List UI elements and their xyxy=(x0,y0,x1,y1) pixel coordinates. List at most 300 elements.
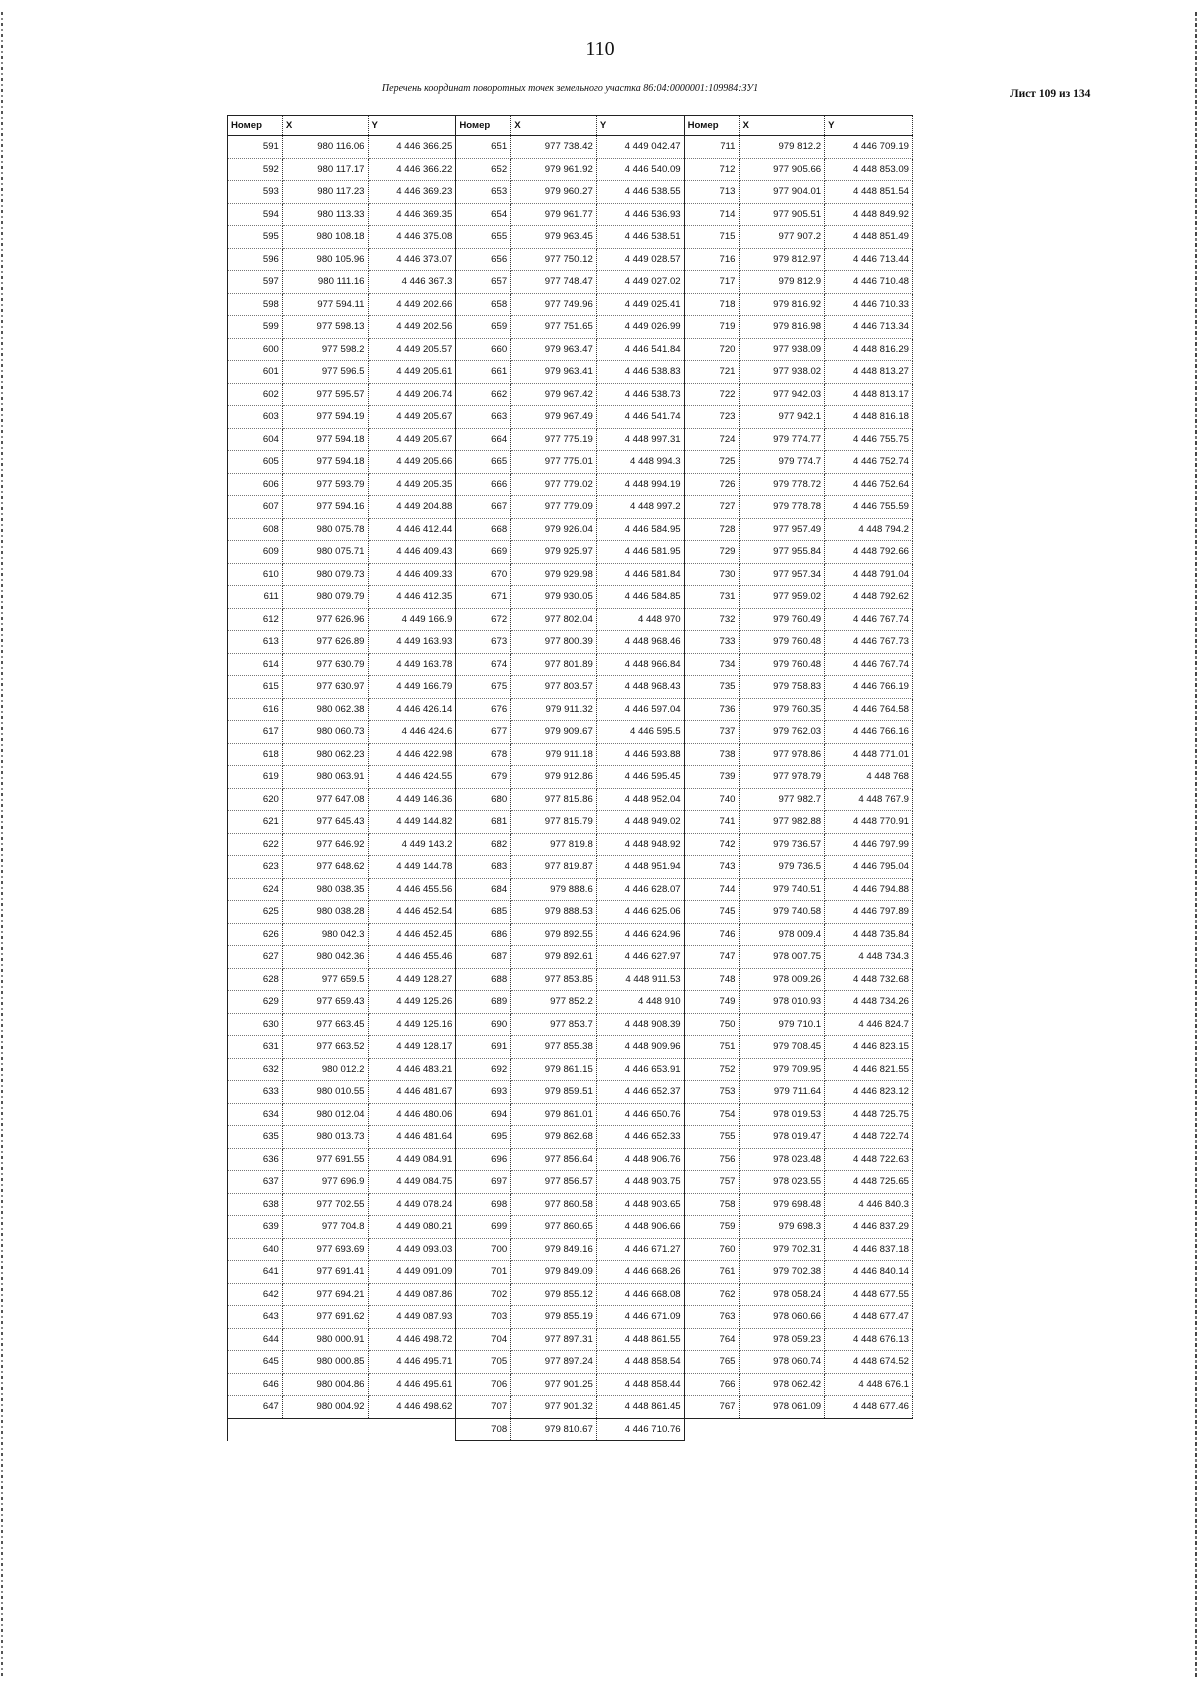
column-header: Y xyxy=(596,116,684,136)
table-cell: 977 779.09 xyxy=(511,496,597,519)
table-cell: 736 xyxy=(684,698,739,721)
table-cell: 977 938.09 xyxy=(739,338,825,361)
table-row xyxy=(228,631,913,654)
table-cell: 4 448 968.43 xyxy=(596,676,684,699)
table-cell: 4 446 452.45 xyxy=(368,923,456,946)
table-cell: 734 xyxy=(684,653,739,676)
table-cell: 596 xyxy=(228,248,283,271)
table-cell: 739 xyxy=(684,766,739,789)
table-cell: 978 058.24 xyxy=(739,1283,825,1306)
table-cell: 979 892.61 xyxy=(511,946,597,969)
table-cell: 977 648.62 xyxy=(282,856,368,879)
table-row xyxy=(228,383,913,406)
table-cell: 977 738.42 xyxy=(511,136,597,159)
table-cell: 675 xyxy=(456,676,511,699)
table-cell: 977 957.49 xyxy=(739,518,825,541)
table-cell: 977 691.41 xyxy=(282,1261,368,1284)
table-cell: 4 449 080.21 xyxy=(368,1216,456,1239)
table-cell: 613 xyxy=(228,631,283,654)
table-cell: 619 xyxy=(228,766,283,789)
table-cell: 4 446 755.75 xyxy=(825,428,913,451)
table-cell: 733 xyxy=(684,631,739,654)
table-cell: 979 849.16 xyxy=(511,1238,597,1261)
table-cell: 677 xyxy=(456,721,511,744)
table-cell: 4 448 951.94 xyxy=(596,856,684,879)
table-cell: 979 774.77 xyxy=(739,428,825,451)
table-row xyxy=(228,406,913,429)
table-cell: 4 446 367.3 xyxy=(368,271,456,294)
table-cell: 4 449 205.35 xyxy=(368,473,456,496)
table-cell: 4 446 495.71 xyxy=(368,1351,456,1374)
table-cell: 4 446 671.27 xyxy=(596,1238,684,1261)
table-cell: 4 446 584.95 xyxy=(596,518,684,541)
table-cell: 4 446 713.44 xyxy=(825,248,913,271)
table-cell: 979 961.77 xyxy=(511,203,597,226)
table-cell: 977 595.57 xyxy=(282,383,368,406)
table-cell: 977 598.13 xyxy=(282,316,368,339)
table-cell: 700 xyxy=(456,1238,511,1261)
table-cell: 4 448 674.52 xyxy=(825,1351,913,1374)
column-header: Номер xyxy=(684,116,739,136)
table-cell: 4 449 128.17 xyxy=(368,1036,456,1059)
table-cell: 717 xyxy=(684,271,739,294)
table-cell: 979 961.92 xyxy=(511,158,597,181)
table-cell: 624 xyxy=(228,878,283,901)
table-cell: 977 696.9 xyxy=(282,1171,368,1194)
table-cell: 4 446 412.44 xyxy=(368,518,456,541)
table-cell: 767 xyxy=(684,1396,739,1419)
table-row xyxy=(228,563,913,586)
table-cell: 980 038.28 xyxy=(282,901,368,924)
table-cell: 601 xyxy=(228,361,283,384)
table-cell: 608 xyxy=(228,518,283,541)
table-row xyxy=(228,136,913,159)
table-cell: 4 449 205.67 xyxy=(368,428,456,451)
table-cell: 979 810.67 xyxy=(511,1418,597,1441)
empty-cell xyxy=(739,1418,825,1441)
table-cell: 977 659.5 xyxy=(282,968,368,991)
table-cell: 979 963.47 xyxy=(511,338,597,361)
table-cell: 4 446 369.23 xyxy=(368,181,456,204)
table-cell: 754 xyxy=(684,1103,739,1126)
table-cell: 618 xyxy=(228,743,283,766)
table-cell: 4 446 767.74 xyxy=(825,608,913,631)
table-cell: 4 448 722.63 xyxy=(825,1148,913,1171)
table-cell: 4 446 840.3 xyxy=(825,1193,913,1216)
table-cell: 4 448 853.09 xyxy=(825,158,913,181)
table-cell: 764 xyxy=(684,1328,739,1351)
table-cell: 597 xyxy=(228,271,283,294)
table-cell: 977 594.18 xyxy=(282,428,368,451)
table-cell: 756 xyxy=(684,1148,739,1171)
table-cell: 979 702.31 xyxy=(739,1238,825,1261)
table-cell: 978 060.74 xyxy=(739,1351,825,1374)
table-cell: 4 446 452.54 xyxy=(368,901,456,924)
table-cell: 690 xyxy=(456,1013,511,1036)
table-cell: 979 888.6 xyxy=(511,878,597,901)
table-cell: 4 449 026.99 xyxy=(596,316,684,339)
table-cell: 604 xyxy=(228,428,283,451)
table-cell: 4 449 084.75 xyxy=(368,1171,456,1194)
table-cell: 4 446 426.14 xyxy=(368,698,456,721)
table-cell: 978 060.66 xyxy=(739,1306,825,1329)
table-cell: 672 xyxy=(456,608,511,631)
table-cell: 4 446 593.88 xyxy=(596,743,684,766)
table-cell: 4 446 752.64 xyxy=(825,473,913,496)
table-cell: 4 446 767.74 xyxy=(825,653,913,676)
table-row xyxy=(228,1396,913,1419)
table-row xyxy=(228,833,913,856)
table-cell: 978 059.23 xyxy=(739,1328,825,1351)
table-cell: 977 815.86 xyxy=(511,788,597,811)
table-cell: 4 448 791.04 xyxy=(825,563,913,586)
table-cell: 627 xyxy=(228,946,283,969)
table-cell: 4 449 025.41 xyxy=(596,293,684,316)
table-cell: 718 xyxy=(684,293,739,316)
table-cell: 599 xyxy=(228,316,283,339)
table-cell: 4 446 652.37 xyxy=(596,1081,684,1104)
table-cell: 663 xyxy=(456,406,511,429)
table-cell: 977 897.24 xyxy=(511,1351,597,1374)
table-cell: 979 816.98 xyxy=(739,316,825,339)
table-cell: 4 449 027.02 xyxy=(596,271,684,294)
column-header: Y xyxy=(368,116,456,136)
table-row xyxy=(228,1373,913,1396)
table-row xyxy=(228,518,913,541)
table-cell: 4 448 968.46 xyxy=(596,631,684,654)
table-row xyxy=(228,1328,913,1351)
table-cell: 4 448 722.74 xyxy=(825,1126,913,1149)
table-cell: 977 901.32 xyxy=(511,1396,597,1419)
table-cell: 979 740.58 xyxy=(739,901,825,924)
table-cell: 977 596.5 xyxy=(282,361,368,384)
table-cell: 4 448 734.3 xyxy=(825,946,913,969)
table-row xyxy=(228,1238,913,1261)
table-cell: 979 855.19 xyxy=(511,1306,597,1329)
table-row xyxy=(228,316,913,339)
table-cell: 980 113.33 xyxy=(282,203,368,226)
column-header: X xyxy=(511,116,597,136)
table-cell: 4 448 966.84 xyxy=(596,653,684,676)
table-cell: 759 xyxy=(684,1216,739,1239)
table-cell: 662 xyxy=(456,383,511,406)
empty-cell xyxy=(282,1418,368,1441)
table-cell: 980 117.17 xyxy=(282,158,368,181)
table-cell: 4 448 725.75 xyxy=(825,1103,913,1126)
table-cell: 4 446 652.33 xyxy=(596,1126,684,1149)
table-cell: 979 758.83 xyxy=(739,676,825,699)
table-cell: 980 079.79 xyxy=(282,586,368,609)
table-cell: 4 448 792.66 xyxy=(825,541,913,564)
table-cell: 977 982.88 xyxy=(739,811,825,834)
table-cell: 724 xyxy=(684,428,739,451)
table-cell: 669 xyxy=(456,541,511,564)
table-cell: 688 xyxy=(456,968,511,991)
table-cell: 977 750.12 xyxy=(511,248,597,271)
table-cell: 722 xyxy=(684,383,739,406)
table-row xyxy=(228,473,913,496)
table-cell: 762 xyxy=(684,1283,739,1306)
table-cell: 4 446 710.76 xyxy=(596,1418,684,1441)
table-cell: 4 448 861.45 xyxy=(596,1396,684,1419)
table-row xyxy=(228,158,913,181)
table-cell: 979 760.48 xyxy=(739,631,825,654)
table-cell: 4 446 624.96 xyxy=(596,923,684,946)
table-cell: 645 xyxy=(228,1351,283,1374)
table-cell: 4 448 767.9 xyxy=(825,788,913,811)
table-cell: 4 448 997.31 xyxy=(596,428,684,451)
table-cell: 4 448 677.46 xyxy=(825,1396,913,1419)
table-cell: 4 448 794.2 xyxy=(825,518,913,541)
table-cell: 977 982.7 xyxy=(739,788,825,811)
table-cell: 977 938.02 xyxy=(739,361,825,384)
table-cell: 977 693.69 xyxy=(282,1238,368,1261)
table-cell: 605 xyxy=(228,451,283,474)
table-cell: 980 012.04 xyxy=(282,1103,368,1126)
table-cell: 977 802.04 xyxy=(511,608,597,631)
table-cell: 979 778.72 xyxy=(739,473,825,496)
table-row xyxy=(228,496,913,519)
table-cell: 750 xyxy=(684,1013,739,1036)
table-cell: 4 446 498.62 xyxy=(368,1396,456,1419)
table-cell: 602 xyxy=(228,383,283,406)
table-cell: 652 xyxy=(456,158,511,181)
table-cell: 977 853.85 xyxy=(511,968,597,991)
table-cell: 679 xyxy=(456,766,511,789)
table-cell: 4 449 125.26 xyxy=(368,991,456,1014)
table-cell: 643 xyxy=(228,1306,283,1329)
table-cell: 979 926.04 xyxy=(511,518,597,541)
table-cell: 977 630.79 xyxy=(282,653,368,676)
table-cell: 727 xyxy=(684,496,739,519)
table-row xyxy=(228,856,913,879)
table-cell: 4 449 202.56 xyxy=(368,316,456,339)
table-cell: 721 xyxy=(684,361,739,384)
table-cell: 4 446 710.48 xyxy=(825,271,913,294)
table-cell: 4 448 735.84 xyxy=(825,923,913,946)
table-cell: 980 042.3 xyxy=(282,923,368,946)
table-cell: 980 117.23 xyxy=(282,181,368,204)
table-cell: 594 xyxy=(228,203,283,226)
table-cell: 634 xyxy=(228,1103,283,1126)
table-cell: 4 448 858.54 xyxy=(596,1351,684,1374)
table-cell: 714 xyxy=(684,203,739,226)
table-row xyxy=(228,586,913,609)
table-cell: 695 xyxy=(456,1126,511,1149)
table-cell: 642 xyxy=(228,1283,283,1306)
table-cell: 980 000.85 xyxy=(282,1351,368,1374)
table-cell: 4 446 821.55 xyxy=(825,1058,913,1081)
table-cell: 979 960.27 xyxy=(511,181,597,204)
table-row xyxy=(228,181,913,204)
table-cell: 977 594.11 xyxy=(282,293,368,316)
table-row xyxy=(228,226,913,249)
empty-cell xyxy=(684,1418,739,1441)
table-cell: 4 448 948.92 xyxy=(596,833,684,856)
table-cell: 977 626.96 xyxy=(282,608,368,631)
table-cell: 978 061.09 xyxy=(739,1396,825,1419)
table-cell: 979 812.2 xyxy=(739,136,825,159)
document-subtitle: Перечень координат поворотных точек земельного участка 86:04:0000001:109984:ЗУ1 xyxy=(381,83,759,94)
table-cell: 617 xyxy=(228,721,283,744)
table-cell: 4 448 792.62 xyxy=(825,586,913,609)
table-cell: 591 xyxy=(228,136,283,159)
table-cell: 979 760.48 xyxy=(739,653,825,676)
table-cell: 4 446 541.74 xyxy=(596,406,684,429)
table-cell: 4 446 538.83 xyxy=(596,361,684,384)
table-cell: 4 449 204.88 xyxy=(368,496,456,519)
table-cell: 979 698.3 xyxy=(739,1216,825,1239)
table-cell: 639 xyxy=(228,1216,283,1239)
table-cell: 977 905.51 xyxy=(739,203,825,226)
table-cell: 4 448 903.75 xyxy=(596,1171,684,1194)
table-cell: 705 xyxy=(456,1351,511,1374)
table-cell: 977 853.7 xyxy=(511,1013,597,1036)
table-cell: 752 xyxy=(684,1058,739,1081)
table-cell: 4 448 677.47 xyxy=(825,1306,913,1329)
table-cell: 4 446 625.06 xyxy=(596,901,684,924)
table-cell: 676 xyxy=(456,698,511,721)
table-cell: 4 446 481.67 xyxy=(368,1081,456,1104)
table-row xyxy=(228,428,913,451)
coordinates-table xyxy=(227,115,913,1441)
table-cell: 636 xyxy=(228,1148,283,1171)
table-cell: 603 xyxy=(228,406,283,429)
table-cell: 979 911.32 xyxy=(511,698,597,721)
table-cell: 600 xyxy=(228,338,283,361)
table-cell: 4 446 650.76 xyxy=(596,1103,684,1126)
table-cell: 979 702.38 xyxy=(739,1261,825,1284)
table-cell: 664 xyxy=(456,428,511,451)
table-cell: 763 xyxy=(684,1306,739,1329)
column-header: Номер xyxy=(228,116,283,136)
table-cell: 979 862.68 xyxy=(511,1126,597,1149)
table-cell: 693 xyxy=(456,1081,511,1104)
table-cell: 977 691.62 xyxy=(282,1306,368,1329)
table-cell: 711 xyxy=(684,136,739,159)
table-cell: 977 801.89 xyxy=(511,653,597,676)
table-cell: 977 704.8 xyxy=(282,1216,368,1239)
table-row xyxy=(228,901,913,924)
table-row xyxy=(228,1013,913,1036)
table-cell: 633 xyxy=(228,1081,283,1104)
table-cell: 980 013.73 xyxy=(282,1126,368,1149)
table-cell: 719 xyxy=(684,316,739,339)
table-cell: 635 xyxy=(228,1126,283,1149)
table-cell: 656 xyxy=(456,248,511,271)
table-cell: 4 446 824.7 xyxy=(825,1013,913,1036)
table-cell: 628 xyxy=(228,968,283,991)
table-cell: 977 855.38 xyxy=(511,1036,597,1059)
table-cell: 979 760.35 xyxy=(739,698,825,721)
table-cell: 977 904.01 xyxy=(739,181,825,204)
table-cell: 977 897.31 xyxy=(511,1328,597,1351)
table-cell: 977 647.08 xyxy=(282,788,368,811)
table-cell: 980 010.55 xyxy=(282,1081,368,1104)
table-cell: 980 079.73 xyxy=(282,563,368,586)
table-cell: 4 446 455.56 xyxy=(368,878,456,901)
table-cell: 977 694.21 xyxy=(282,1283,368,1306)
table-cell: 979 929.98 xyxy=(511,563,597,586)
table-cell: 4 446 481.64 xyxy=(368,1126,456,1149)
table-cell: 661 xyxy=(456,361,511,384)
table-cell: 4 448 851.54 xyxy=(825,181,913,204)
table-cell: 977 819.87 xyxy=(511,856,597,879)
table-cell: 622 xyxy=(228,833,283,856)
table-cell: 4 446 369.35 xyxy=(368,203,456,226)
table-cell: 977 905.66 xyxy=(739,158,825,181)
table-cell: 977 978.86 xyxy=(739,743,825,766)
table-cell: 979 963.45 xyxy=(511,226,597,249)
table-cell: 4 446 455.46 xyxy=(368,946,456,969)
table-cell: 4 448 910 xyxy=(596,991,684,1014)
table-row xyxy=(228,811,913,834)
table-cell: 4 446 541.84 xyxy=(596,338,684,361)
table-cell: 745 xyxy=(684,901,739,924)
table-cell: 979 909.67 xyxy=(511,721,597,744)
table-cell: 640 xyxy=(228,1238,283,1261)
table-cell: 715 xyxy=(684,226,739,249)
table-cell: 978 010.93 xyxy=(739,991,825,1014)
table-cell: 614 xyxy=(228,653,283,676)
table-cell: 592 xyxy=(228,158,283,181)
table-row xyxy=(228,248,913,271)
table-cell: 712 xyxy=(684,158,739,181)
table-row xyxy=(228,1148,913,1171)
table-cell: 4 446 766.16 xyxy=(825,721,913,744)
table-cell: 977 702.55 xyxy=(282,1193,368,1216)
table-row-extra xyxy=(228,1418,913,1441)
table-cell: 632 xyxy=(228,1058,283,1081)
table-cell: 701 xyxy=(456,1261,511,1284)
table-cell: 595 xyxy=(228,226,283,249)
table-cell: 977 860.58 xyxy=(511,1193,597,1216)
table-cell: 4 449 143.2 xyxy=(368,833,456,856)
table-cell: 977 856.57 xyxy=(511,1171,597,1194)
table-row xyxy=(228,1193,913,1216)
table-row xyxy=(228,788,913,811)
table-cell: 665 xyxy=(456,451,511,474)
table-cell: 738 xyxy=(684,743,739,766)
table-cell: 977 800.39 xyxy=(511,631,597,654)
table-cell: 4 449 087.93 xyxy=(368,1306,456,1329)
table-row xyxy=(228,1103,913,1126)
table-cell: 4 448 770.91 xyxy=(825,811,913,834)
table-cell: 979 892.55 xyxy=(511,923,597,946)
table-cell: 703 xyxy=(456,1306,511,1329)
table-cell: 612 xyxy=(228,608,283,631)
table-cell: 4 446 373.07 xyxy=(368,248,456,271)
table-cell: 980 075.78 xyxy=(282,518,368,541)
table-cell: 731 xyxy=(684,586,739,609)
table-row xyxy=(228,451,913,474)
table-cell: 4 448 949.02 xyxy=(596,811,684,834)
table-cell: 4 448 906.76 xyxy=(596,1148,684,1171)
table-cell: 4 449 144.78 xyxy=(368,856,456,879)
table-cell: 4 446 409.33 xyxy=(368,563,456,586)
table-cell: 979 710.1 xyxy=(739,1013,825,1036)
table-cell: 4 449 125.16 xyxy=(368,1013,456,1036)
table-cell: 979 925.97 xyxy=(511,541,597,564)
table-cell: 761 xyxy=(684,1261,739,1284)
table-cell: 598 xyxy=(228,293,283,316)
table-cell: 667 xyxy=(456,496,511,519)
table-cell: 4 446 483.21 xyxy=(368,1058,456,1081)
table-cell: 980 063.91 xyxy=(282,766,368,789)
table-cell: 753 xyxy=(684,1081,739,1104)
table-cell: 979 709.95 xyxy=(739,1058,825,1081)
table-cell: 609 xyxy=(228,541,283,564)
